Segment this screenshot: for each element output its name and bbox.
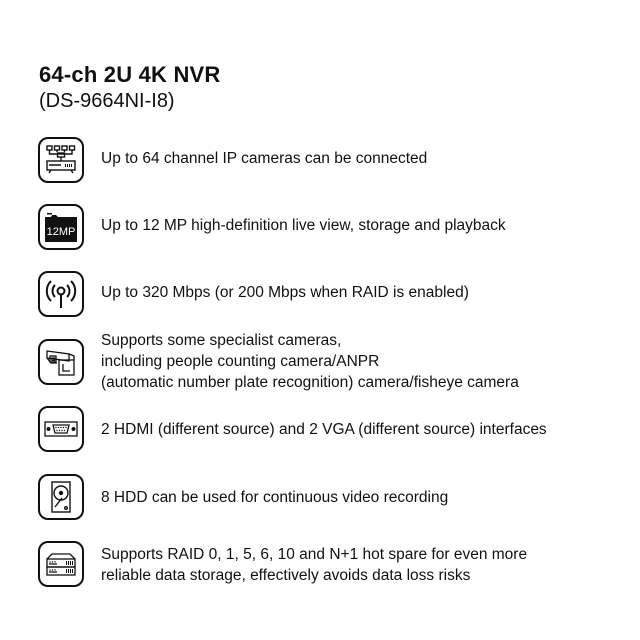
feature-row	[38, 541, 628, 587]
wireless-signal-icon	[38, 271, 84, 317]
feature-text: Up to 64 channel IP cameras can be connected	[101, 150, 428, 167]
raid-storage-icon	[38, 541, 84, 587]
feature-text: 8 HDD can be used for continuous video recording	[101, 489, 449, 506]
feature-text: including people counting camera/ANPR	[101, 353, 380, 370]
feature-text: reliable data storage, effectively avoids data loss risks	[101, 567, 471, 584]
feature-row	[38, 137, 628, 183]
feature-text: Supports some specialist cameras,	[101, 332, 342, 349]
feature-text: Up to 12 MP high-definition live view, storage and playback	[101, 217, 506, 234]
feature-row	[38, 474, 628, 520]
feature-row	[38, 406, 628, 452]
feature-row	[38, 271, 628, 317]
feature-row	[38, 332, 628, 391]
feature-row	[38, 204, 628, 250]
feature-text: Up to 320 Mbps (or 200 Mbps when RAID is enabled)	[101, 284, 469, 301]
ip-camera-network-icon	[38, 137, 84, 183]
camera-12mp-icon	[38, 204, 84, 250]
specialist-camera-icon	[38, 339, 84, 385]
feature-text: 2 HDMI (different source) and 2 VGA (different source) interfaces	[101, 421, 547, 438]
page-title: 64-ch 2U 4K NVR	[39, 62, 221, 87]
model-number: (DS-9664NI-I8)	[39, 90, 175, 112]
hard-disk-icon	[38, 474, 84, 520]
camera-12mp-label: 12MP	[46, 226, 76, 238]
feature-text: (automatic number plate recognition) camera/fisheye camera	[101, 374, 519, 391]
feature-text: Supports RAID 0, 1, 5, 6, 10 and N+1 hot spare for even more	[101, 546, 528, 563]
vga-port-icon	[38, 406, 84, 452]
